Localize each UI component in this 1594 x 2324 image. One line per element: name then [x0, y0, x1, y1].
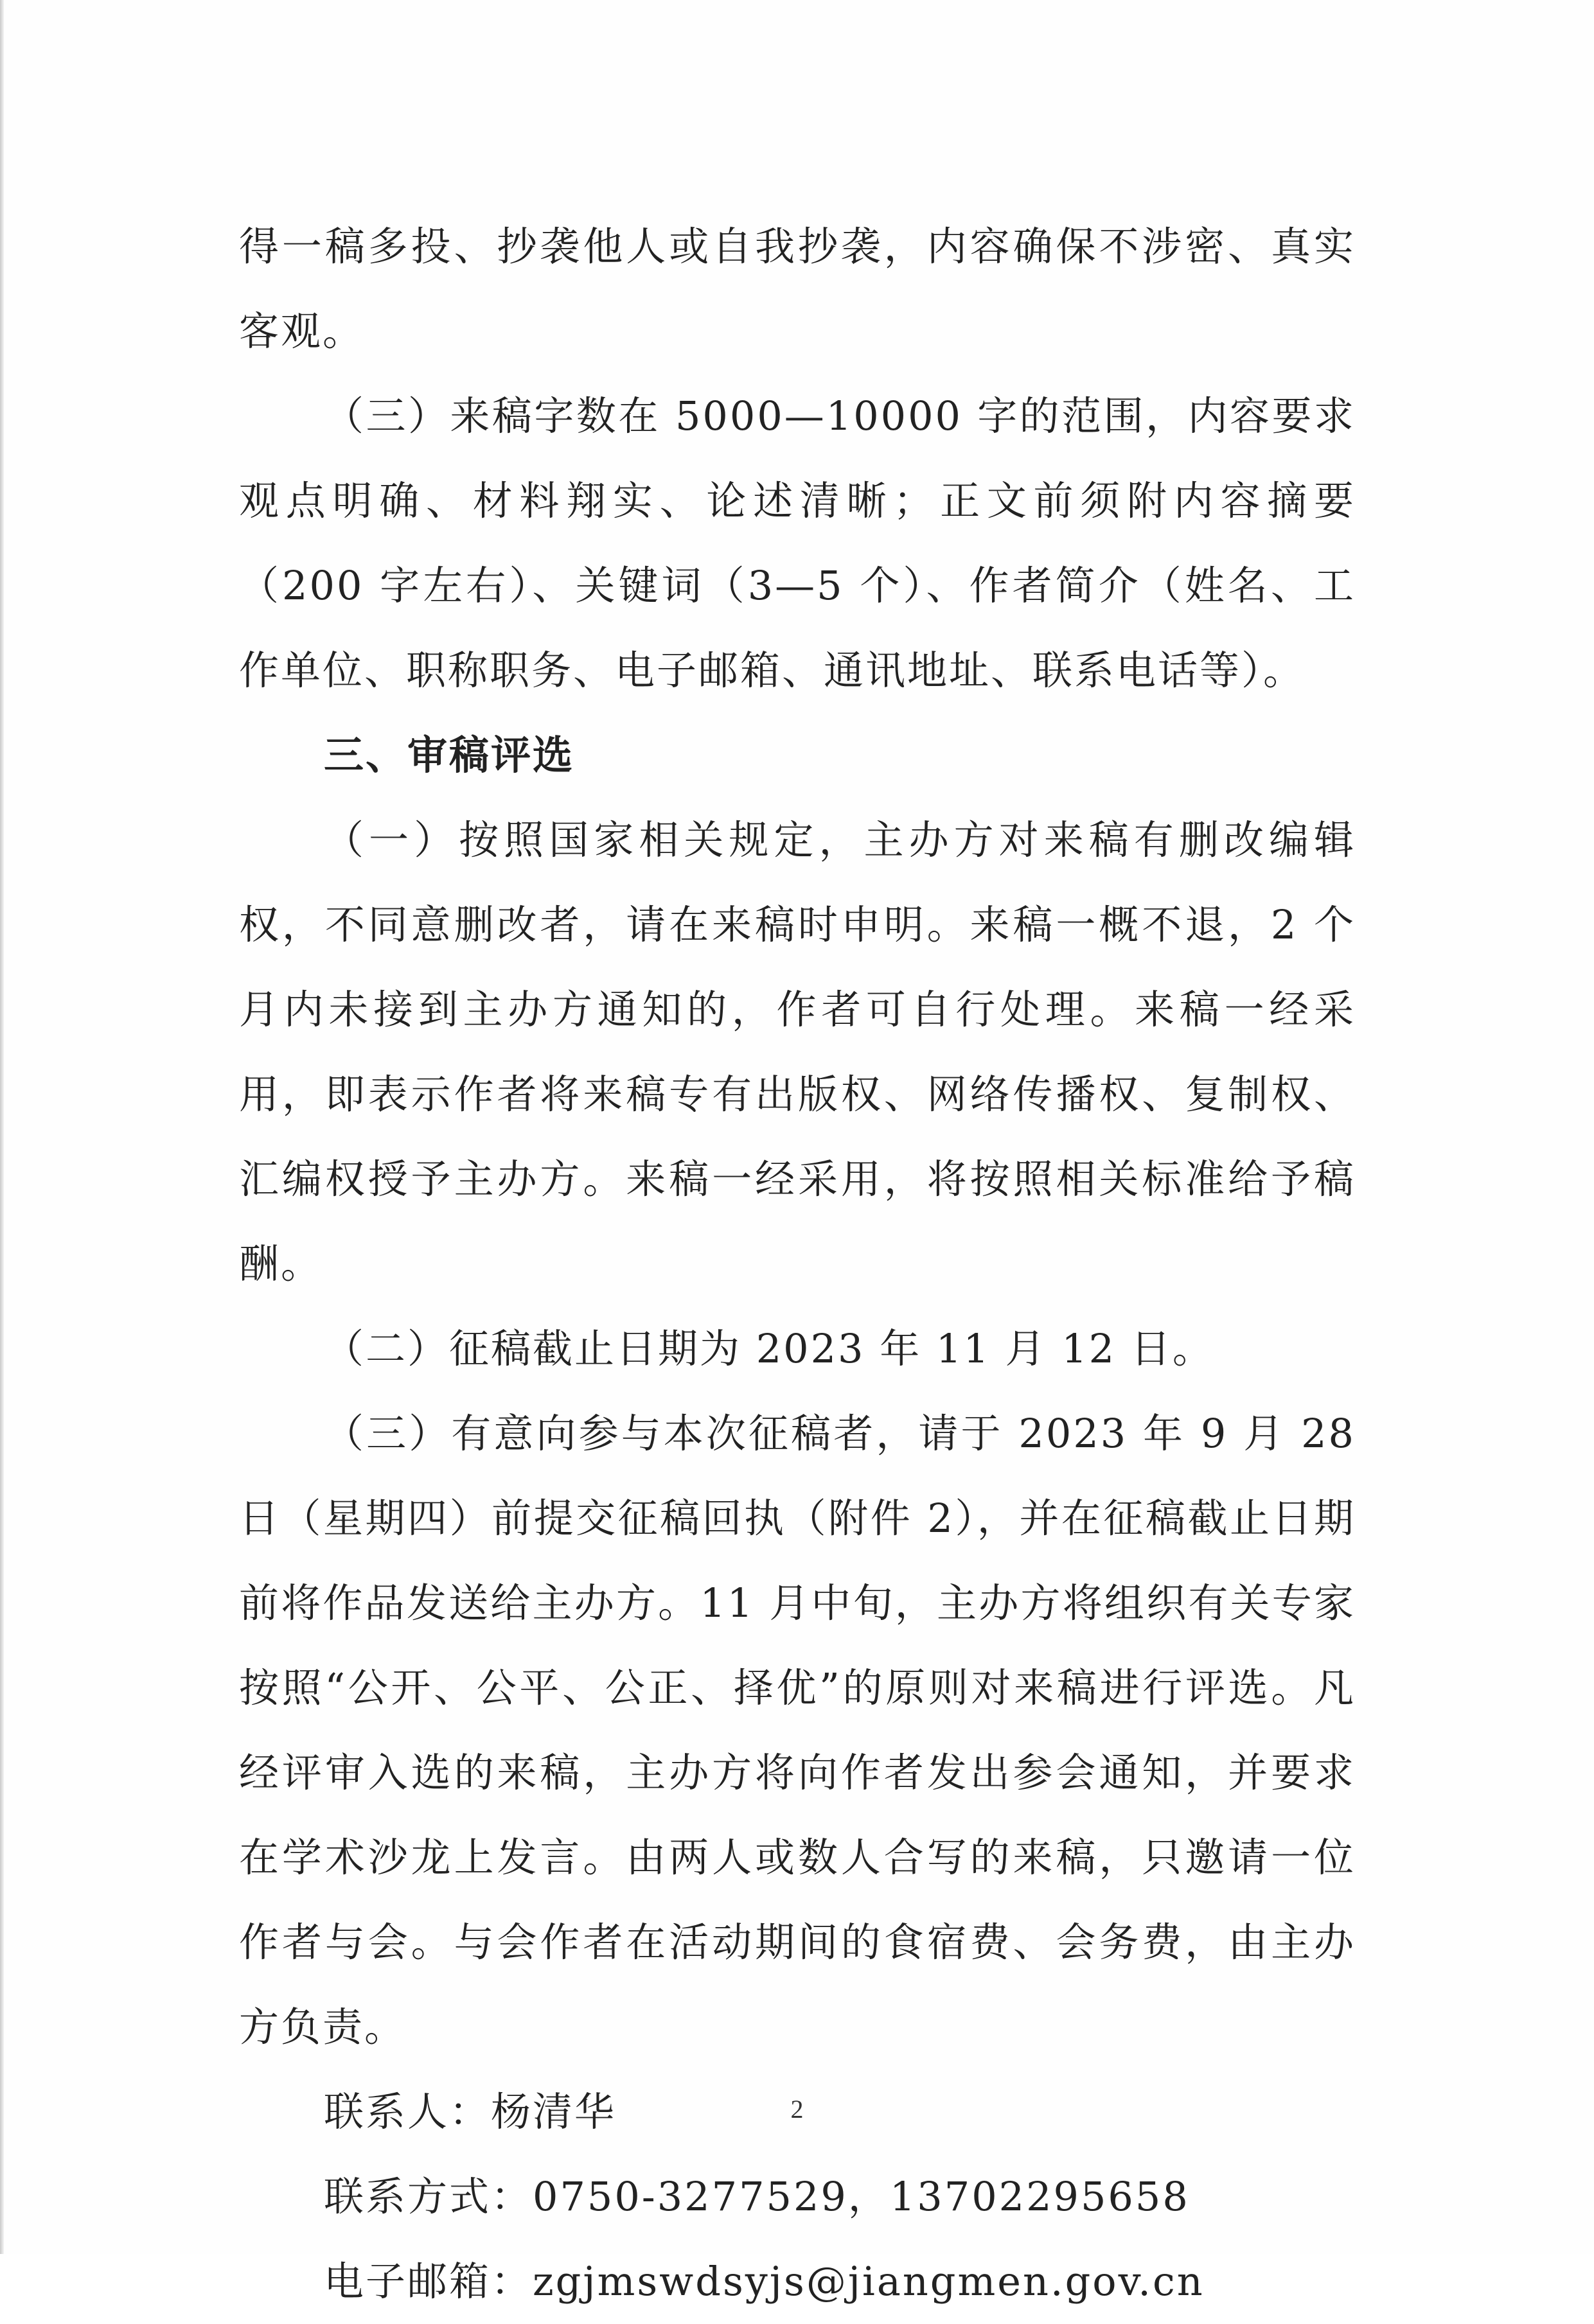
section-heading-review: 三、审稿评选 [324, 732, 575, 779]
contact-phone: 联系方式：0750-3277529，13702295658 [324, 2173, 1190, 2220]
paragraph-deadline: （二）征稿截止日期为 2023 年 11 月 12 日。 [324, 1325, 1214, 1372]
paragraph-submission-length: （三）来稿字数在 5000—10000 字的范围，内容要求观点明确、材料翔实、论述清晰；正文前须附内容摘要（200 字左右）、关键词（3—5 个）、作者简介（姓名、工作单位、职称职务、电子邮箱、通讯地址、联系电话等）。 [239, 392, 1356, 694]
paragraph-continuation: 得一稿多投、抄袭他人或自我抄袭，内容确保不涉密、真实客观。 [239, 223, 1356, 355]
document-body [239, 204, 1356, 2324]
scan-edge-shadow [0, 0, 4, 2254]
contact-email: 电子邮箱：zgjmswdsyjs@jiangmen.gov.cn [324, 2258, 1205, 2305]
paragraph-participation: （三）有意向参与本次征稿者，请于 2023 年 9 月 28 日（星期四）前提交征稿回执（附件 2），并在征稿截止日期前将作品发送给主办方。11 月中旬，主办方将组织有关专家按照“公开、公平、公正、择优”的原则对来稿进行评选。凡经评审入选的来稿，主办方将向作者发出参会通知，并要求在学术沙龙上发言。由两人或数人合写的来稿，只邀请一位作者与会。与会作者在活动期间的食宿费、会务费，由主办方负责。 [239, 1410, 1356, 2050]
paragraph-editing-rights: （一）按照国家相关规定，主办方对来稿有删改编辑权，不同意删改者，请在来稿时申明。来稿一概不退，2 个月内未接到主办方通知的，作者可自行处理。来稿一经采用，即表示作者将来稿专有出版权、网络传播权、复制权、汇编权授予主办方。来稿一经采用，将按照相关标准给予稿酬。 [239, 816, 1356, 1287]
page-number: 2 [790, 2095, 804, 2124]
contact-person: 联系人：杨清华 [324, 2088, 617, 2135]
